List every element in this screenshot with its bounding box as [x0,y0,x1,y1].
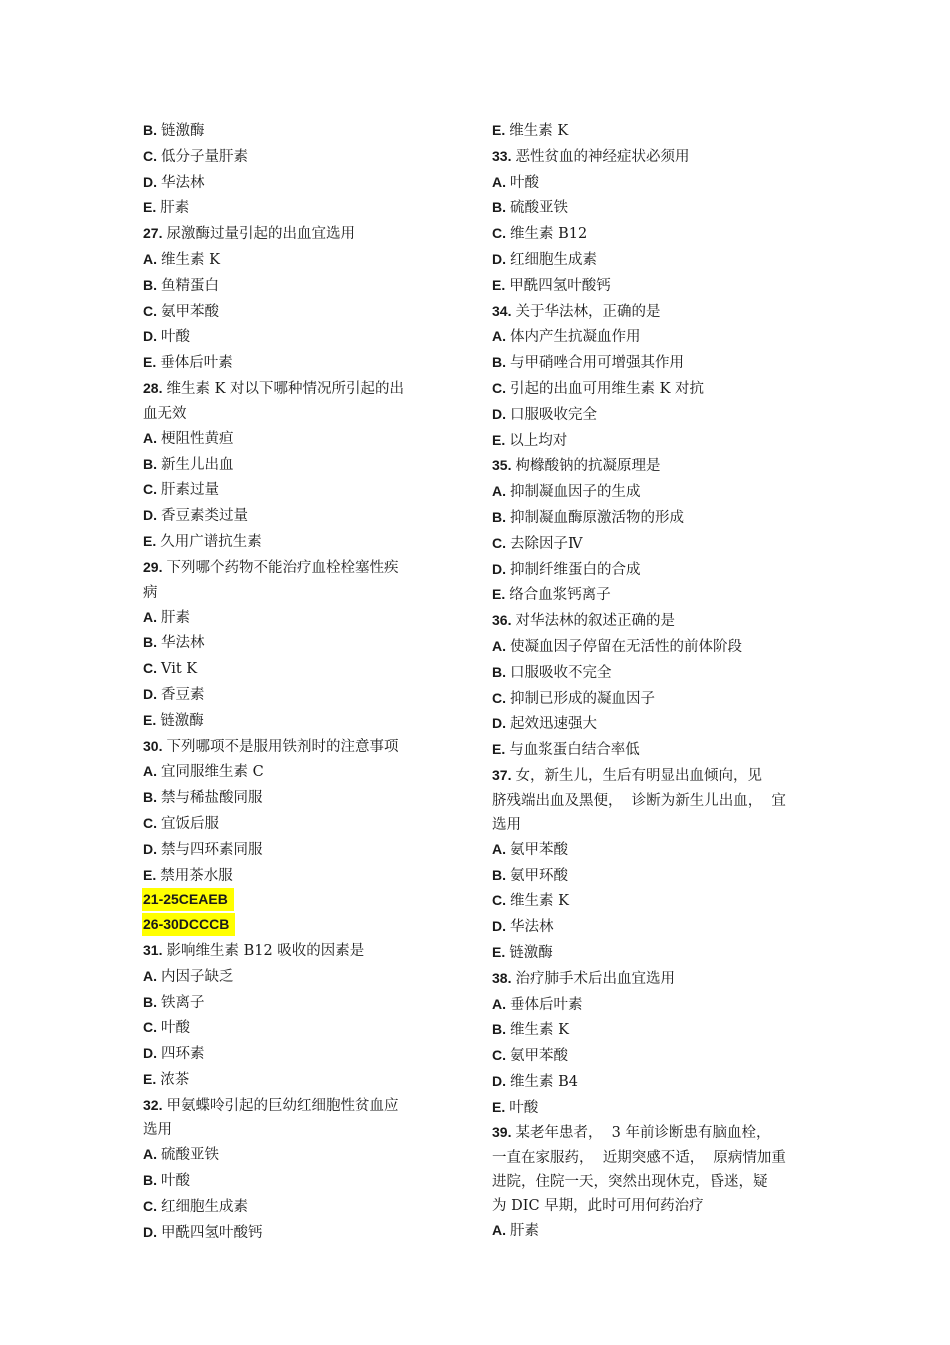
line-text: 络合血浆钙离子 [509,587,611,604]
line-text: 维生素 K [161,251,220,268]
option-letter: E. [492,741,506,758]
line-text: 抑制已形成的凝血因子 [510,690,655,707]
option-letter: C. [492,534,506,551]
answer-option [492,582,812,608]
answer-option [492,505,812,531]
line-text: 脐残端出血及黑便， 诊断为新生儿出血， 宜 [492,792,786,809]
answer-key-line [143,888,443,913]
answer-option [143,503,443,529]
answer-option [143,682,443,708]
answer-option [492,686,812,712]
answer-option [143,656,443,682]
line-text: 链激酶 [160,712,204,729]
question-stem [143,1093,443,1119]
line-text: 链激酶 [161,123,205,139]
option-letter: C. [492,689,506,706]
answer-option [492,1043,812,1069]
line-text: 新生儿出血 [161,456,234,473]
option-letter: E. [492,431,506,448]
option-letter: A. [143,608,157,625]
option-letter: E. [143,532,157,549]
line-text: 红细胞生成素 [510,251,597,268]
answer-key-highlight: 21-25CEAEB [142,888,234,911]
answer-option [143,1067,443,1093]
answer-option [143,118,443,144]
answer-option [492,273,812,299]
option-letter: E. [492,943,506,960]
line-text: 血无效 [143,405,187,422]
line-text: 浓茶 [160,1071,190,1088]
answer-option [143,863,443,889]
option-letter: C. [143,660,157,677]
option-letter: A. [143,763,157,780]
answer-option [492,557,812,583]
line-text: Vit K [161,661,198,678]
option-letter: C. [143,1198,157,1215]
line-text: 叶酸 [509,1099,539,1116]
answer-option [492,531,812,557]
line-text: 抑制纤维蛋白的合成 [510,561,641,578]
line-text: 对华法林的叙述正确的是 [515,613,675,630]
option-letter: D. [492,405,506,422]
line-text: 氨甲苯酸 [510,841,568,858]
line-text: 肝素 [161,609,190,626]
line-text: 选用 [143,1122,172,1139]
option-letter: D. [143,328,157,345]
line-text: 叶酸 [510,174,539,191]
answer-option [143,811,443,837]
option-letter: E. [143,1070,157,1087]
line-text: 去除因子Ⅳ [510,535,583,552]
question-stem [492,1120,812,1146]
answer-option [143,477,443,503]
answer-option [492,634,812,660]
left-column [143,118,443,1246]
option-letter: A. [143,967,157,984]
answer-option [143,759,443,785]
option-letter: B. [143,789,157,806]
line-text: 禁与四环素同服 [161,841,263,858]
option-letter: C. [492,379,506,396]
question-stem [143,221,443,247]
answer-option [492,992,812,1018]
line-text: 影响维生素 B12 吸收的因素是 [166,942,365,959]
question-stem-continuation [492,1170,812,1194]
line-text: 某老年患者， 3 年前诊断患有脑血栓， [515,1125,771,1142]
line-text: 甲酰四氢叶酸钙 [509,277,611,294]
line-text: 氨甲苯酸 [161,303,219,320]
answer-option [143,170,443,196]
line-text: 四环素 [161,1046,205,1063]
option-letter: D. [143,840,157,857]
option-letter: B. [492,354,506,371]
option-letter: E. [492,276,506,293]
line-text: 华法林 [510,919,554,936]
line-text: 甲氨蝶呤引起的巨幼红细胞性贫血应 [166,1097,399,1114]
line-text: 选用 [492,816,521,833]
option-letter: C. [143,147,157,164]
line-text: 垂体后叶素 [510,996,583,1013]
option-letter: B. [492,508,506,525]
line-text: 叶酸 [161,1020,190,1037]
option-letter: B. [143,993,157,1010]
answer-option [143,144,443,170]
answer-option [492,479,812,505]
line-text: 一直在家服药， 近期突感不适， 原病情加重 [492,1150,786,1167]
line-text: 宜饭后服 [161,815,219,832]
option-letter: D. [492,1072,506,1089]
question-stem [492,608,812,634]
line-text: 下列哪个药物不能治疗血栓栓塞性疾 [166,559,399,576]
question-number: 37. [492,766,512,783]
question-number: 28. [143,379,163,396]
option-letter: D. [143,1045,157,1062]
option-letter: E. [492,586,506,603]
answer-option [492,1069,812,1095]
question-stem-continuation [492,789,812,813]
question-number: 31. [143,941,163,958]
question-number: 27. [143,225,163,242]
line-text: 维生素 B4 [510,1073,578,1090]
right-column [492,118,812,1244]
question-number: 34. [492,302,512,319]
line-text: 与甲硝唑合用可增强其作用 [510,355,684,372]
option-letter: A. [492,995,506,1012]
option-letter: C. [492,892,506,909]
answer-key-highlight: 26-30DCCCB [142,913,235,936]
line-text: 治疗肺手术后出血宜选用 [515,970,675,987]
option-letter: A. [492,840,506,857]
line-text: 女，新生儿，生后有明显出血倾向，见 [515,767,762,784]
option-letter: B. [143,455,157,472]
answer-option [143,990,443,1016]
answer-option [143,529,443,555]
option-letter: B. [492,199,506,216]
answer-option [143,837,443,863]
line-text: 体内产生抗凝血作用 [510,329,641,346]
answer-key-line [143,913,443,938]
answer-option [143,299,443,325]
answer-option [143,324,443,350]
answer-option [143,1041,443,1067]
line-text: 禁用茶水服 [160,867,233,884]
line-text: 维生素 K [510,1022,569,1039]
answer-option [143,708,443,734]
option-letter: B. [143,634,157,651]
answer-option [492,376,812,402]
line-text: 华法林 [161,174,205,191]
answer-option [492,170,812,196]
line-text: 叶酸 [161,1173,190,1190]
line-text: 低分子量肝素 [161,148,248,165]
answer-option [492,837,812,863]
line-text: 抑制凝血因子的生成 [510,484,641,501]
line-text: 恶性贫血的神经症状必须用 [515,148,690,165]
question-stem [492,299,812,325]
option-letter: D. [143,507,157,524]
option-letter: A. [143,250,157,267]
answer-option [492,118,812,144]
line-text: 下列哪项不是服用铁剂时的注意事项 [166,738,399,755]
question-stem-continuation [143,402,443,426]
option-letter: D. [492,250,506,267]
answer-option [143,1220,443,1246]
line-text: 肝素 [510,1223,539,1240]
line-text: 红细胞生成素 [161,1199,248,1216]
line-text: 病 [143,584,158,601]
line-text: 肝素过量 [161,482,219,499]
question-stem-continuation [143,581,443,605]
line-text: 口服吸收不完全 [510,664,612,681]
answer-option [143,964,443,990]
answer-option [492,888,812,914]
question-stem [143,734,443,760]
line-text: 铁离子 [161,994,205,1011]
line-text: 枸橼酸钠的抗凝原理是 [515,458,661,475]
line-text: 以上均对 [509,432,568,449]
option-letter: B. [143,122,157,138]
question-number: 30. [143,737,163,754]
line-text: 链激酶 [509,944,553,961]
option-letter: C. [492,1047,506,1064]
answer-option [492,402,812,428]
answer-option [492,737,812,763]
line-text: 起效迅速强大 [510,716,597,733]
option-letter: B. [492,1021,506,1038]
line-text: 肝素 [160,200,190,217]
option-letter: E. [492,1098,506,1115]
question-number: 38. [492,969,512,986]
line-text: 华法林 [161,635,205,652]
line-text: 尿激酶过量引起的出血宜选用 [166,226,355,243]
answer-option [143,1194,443,1220]
question-stem [143,555,443,581]
line-text: 使凝血因子停留在无活性的前体阶段 [510,638,742,655]
line-text: 维生素 K [509,123,569,139]
line-text: 关于华法林，正确的是 [515,303,661,320]
line-text: 久用广谱抗生素 [160,533,262,550]
line-text: 抑制凝血酶原激活物的形成 [510,509,684,526]
question-stem-continuation [492,1146,812,1170]
option-letter: D. [143,685,157,702]
answer-option [143,452,443,478]
line-text: 鱼精蛋白 [161,277,219,294]
answer-option [143,1015,443,1041]
answer-option [492,711,812,737]
line-text: 氨甲苯酸 [510,1048,568,1065]
question-number: 29. [143,558,163,575]
question-stem [492,144,812,170]
line-text: 口服吸收完全 [510,406,597,423]
line-text: 维生素 B12 [510,226,588,243]
line-text: 垂体后叶素 [160,355,233,372]
answer-option [492,324,812,350]
answer-option [143,630,443,656]
line-text: 禁与稀盐酸同服 [161,790,263,807]
question-stem [143,938,443,964]
line-text: 甲酰四氢叶酸钙 [161,1224,263,1241]
line-text: 维生素 K 对以下哪种情况所引起的出 [166,380,405,397]
option-letter: A. [492,637,506,654]
line-text: 内因子缺乏 [161,968,234,985]
option-letter: E. [143,354,157,371]
answer-option [492,428,812,454]
answer-option [492,195,812,221]
option-letter: A. [143,1146,157,1163]
option-letter: D. [492,715,506,732]
option-letter: B. [143,1172,157,1189]
answer-option [143,1142,443,1168]
answer-option [492,1017,812,1043]
question-stem-continuation [492,813,812,837]
question-stem-continuation [492,1194,812,1218]
option-letter: A. [143,429,157,446]
answer-option [143,195,443,221]
answer-option [492,863,812,889]
answer-option [143,247,443,273]
line-text: 香豆素类过量 [161,508,248,525]
answer-option [143,273,443,299]
option-letter: E. [492,122,506,138]
option-letter: C. [492,225,506,242]
question-number: 39. [492,1124,512,1141]
line-text: 香豆素 [161,686,205,703]
line-text: 与血浆蛋白结合率低 [509,742,640,759]
line-text: 宜同服维生素 C [161,764,264,781]
option-letter: C. [143,302,157,319]
question-stem [492,453,812,479]
answer-option [143,1168,443,1194]
line-text: 维生素 K [510,893,569,910]
question-number: 36. [492,612,512,629]
answer-option [492,1095,812,1121]
answer-option [143,426,443,452]
line-text: 硫酸亚铁 [510,200,568,217]
line-text: 为 DIC 早期，此时可用何药治疗 [492,1198,704,1215]
option-letter: A. [492,173,506,190]
question-number: 32. [143,1096,163,1113]
line-text: 硫酸亚铁 [161,1147,219,1164]
option-letter: E. [143,199,157,216]
answer-option [492,1218,812,1244]
line-text: 氨甲环酸 [510,867,568,884]
answer-option [492,660,812,686]
line-text: 梗阻性黄疸 [161,430,234,447]
option-letter: D. [492,918,506,935]
option-letter: C. [143,1019,157,1036]
option-letter: B. [143,276,157,293]
option-letter: A. [492,1222,506,1239]
answer-option [492,914,812,940]
answer-option [143,350,443,376]
option-letter: A. [492,328,506,345]
option-letter: D. [143,1223,157,1240]
question-stem [492,966,812,992]
line-text: 进院，住院一天，突然出现休克，昏迷，疑 [492,1174,768,1191]
option-letter: B. [492,866,506,883]
question-stem-continuation [143,1118,443,1142]
option-letter: C. [143,814,157,831]
question-number: 33. [492,147,512,164]
answer-option [492,247,812,273]
answer-option [143,785,443,811]
answer-option [492,221,812,247]
question-stem [492,763,812,789]
question-number: 35. [492,457,512,474]
option-letter: C. [143,481,157,498]
answer-option [492,940,812,966]
line-text: 叶酸 [161,329,190,346]
option-letter: E. [143,711,157,728]
answer-option [143,605,443,631]
option-letter: B. [492,663,506,680]
question-stem [143,376,443,402]
option-letter: D. [492,560,506,577]
option-letter: A. [492,483,506,500]
option-letter: E. [143,866,157,883]
line-text: 引起的出血可用维生素 K 对抗 [510,380,705,397]
answer-option [492,350,812,376]
option-letter: D. [143,173,157,190]
